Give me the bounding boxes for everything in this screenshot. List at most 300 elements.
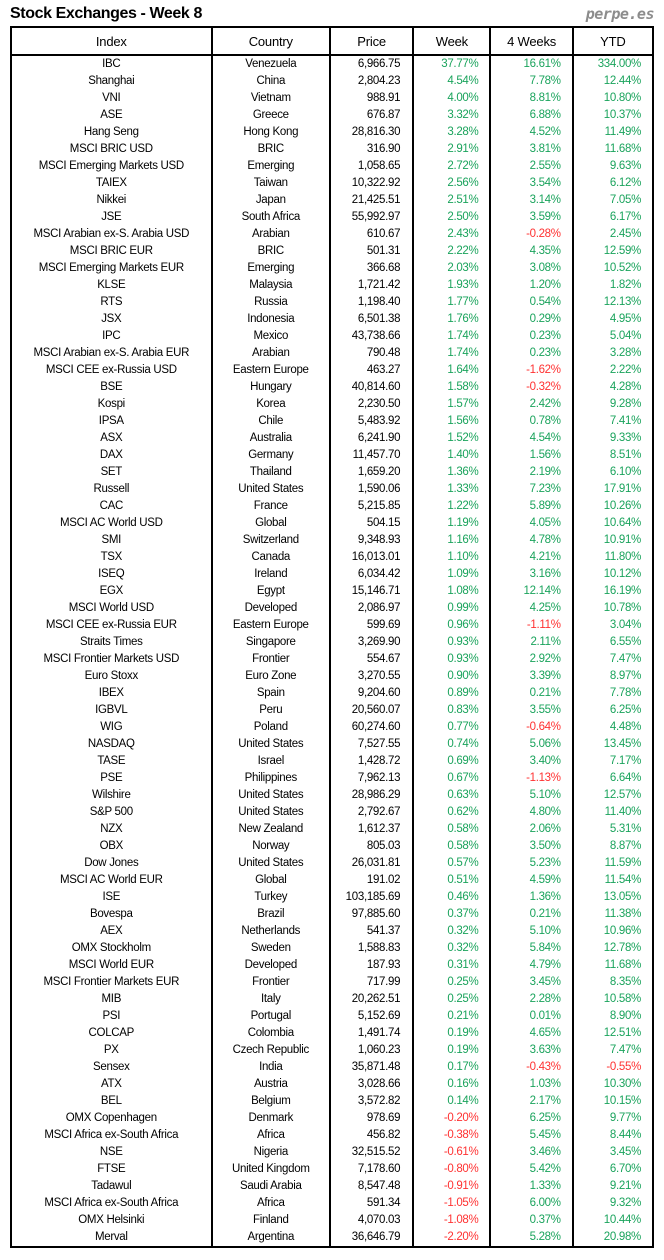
four-weeks-cell: 6.88% — [490, 107, 572, 124]
country-cell: Finland — [212, 1212, 330, 1229]
price-cell: 1,060.23 — [330, 1042, 413, 1059]
price-cell: 6,501.38 — [330, 311, 413, 328]
index-cell: BEL — [11, 1093, 212, 1110]
table-row — [11, 974, 653, 991]
ytd-cell: 6.64% — [573, 770, 653, 787]
index-cell: PX — [11, 1042, 212, 1059]
table-row — [11, 396, 653, 413]
price-cell: 16,013.01 — [330, 549, 413, 566]
week-cell: 1.64% — [413, 362, 490, 379]
ytd-cell: 3.45% — [573, 1144, 653, 1161]
index-cell: IBC — [11, 55, 212, 73]
index-cell: OMX Helsinki — [11, 1212, 212, 1229]
table-row — [11, 1178, 653, 1195]
ytd-cell: 334.00% — [573, 55, 653, 73]
country-cell: Taiwan — [212, 175, 330, 192]
ytd-cell: 8.90% — [573, 1008, 653, 1025]
country-cell: New Zealand — [212, 821, 330, 838]
table-body — [11, 55, 653, 1247]
week-cell: -0.38% — [413, 1127, 490, 1144]
ytd-cell: 7.78% — [573, 685, 653, 702]
week-cell: -2.20% — [413, 1229, 490, 1247]
page-title: Stock Exchanges - Week 8 — [10, 5, 202, 22]
title-bar — [0, 0, 664, 26]
index-cell: IGBVL — [11, 702, 212, 719]
week-cell: 1.93% — [413, 277, 490, 294]
four-weeks-cell: 3.40% — [490, 753, 572, 770]
ytd-cell: 8.97% — [573, 668, 653, 685]
four-weeks-cell: 3.55% — [490, 702, 572, 719]
col-header-ytd: YTD — [573, 27, 653, 55]
four-weeks-cell: 2.17% — [490, 1093, 572, 1110]
price-cell: 35,871.48 — [330, 1059, 413, 1076]
ytd-cell: 11.68% — [573, 141, 653, 158]
country-cell: Denmark — [212, 1110, 330, 1127]
four-weeks-cell: 3.63% — [490, 1042, 572, 1059]
country-cell: United States — [212, 481, 330, 498]
price-cell: 978.69 — [330, 1110, 413, 1127]
week-cell: 0.58% — [413, 838, 490, 855]
four-weeks-cell: 3.54% — [490, 175, 572, 192]
price-cell: 8,547.48 — [330, 1178, 413, 1195]
price-cell: 3,028.66 — [330, 1076, 413, 1093]
country-cell: Czech Republic — [212, 1042, 330, 1059]
ytd-cell: 5.04% — [573, 328, 653, 345]
four-weeks-cell: 4.78% — [490, 532, 572, 549]
index-cell: Tadawul — [11, 1178, 212, 1195]
four-weeks-cell: -0.64% — [490, 719, 572, 736]
week-cell: 2.56% — [413, 175, 490, 192]
ytd-cell: 8.35% — [573, 974, 653, 991]
four-weeks-cell: 7.23% — [490, 481, 572, 498]
ytd-cell: 11.54% — [573, 872, 653, 889]
ytd-cell: 7.17% — [573, 753, 653, 770]
four-weeks-cell: 0.21% — [490, 906, 572, 923]
week-cell: 0.21% — [413, 1008, 490, 1025]
ytd-cell: 7.41% — [573, 413, 653, 430]
week-cell: 1.08% — [413, 583, 490, 600]
week-cell: -1.05% — [413, 1195, 490, 1212]
table-row — [11, 328, 653, 345]
ytd-cell: 6.10% — [573, 464, 653, 481]
table-row — [11, 73, 653, 90]
table-row — [11, 464, 653, 481]
four-weeks-cell: 4.35% — [490, 243, 572, 260]
table-row — [11, 855, 653, 872]
index-cell: Hang Seng — [11, 124, 212, 141]
table-row — [11, 532, 653, 549]
country-cell: Eastern Europe — [212, 362, 330, 379]
ytd-cell: 13.05% — [573, 889, 653, 906]
col-header-price: Price — [330, 27, 413, 55]
country-cell: Norway — [212, 838, 330, 855]
four-weeks-cell: 5.23% — [490, 855, 572, 872]
table-row — [11, 515, 653, 532]
price-cell: 10,322.92 — [330, 175, 413, 192]
week-cell: 0.25% — [413, 974, 490, 991]
country-cell: Africa — [212, 1195, 330, 1212]
four-weeks-cell: 4.79% — [490, 957, 572, 974]
price-cell: 591.34 — [330, 1195, 413, 1212]
country-cell: Arabian — [212, 345, 330, 362]
index-cell: OBX — [11, 838, 212, 855]
week-cell: 1.16% — [413, 532, 490, 549]
country-cell: Frontier — [212, 651, 330, 668]
ytd-cell: 6.25% — [573, 702, 653, 719]
four-weeks-cell: 0.23% — [490, 328, 572, 345]
week-cell: 1.10% — [413, 549, 490, 566]
week-cell: 1.74% — [413, 328, 490, 345]
table-row — [11, 770, 653, 787]
four-weeks-cell: 0.01% — [490, 1008, 572, 1025]
country-cell: India — [212, 1059, 330, 1076]
week-cell: -1.08% — [413, 1212, 490, 1229]
index-cell: Merval — [11, 1229, 212, 1247]
week-cell: 1.74% — [413, 345, 490, 362]
week-cell: 0.99% — [413, 600, 490, 617]
table-row — [11, 107, 653, 124]
index-cell: JSX — [11, 311, 212, 328]
price-cell: 3,572.82 — [330, 1093, 413, 1110]
index-cell: JSE — [11, 209, 212, 226]
four-weeks-cell: 5.89% — [490, 498, 572, 515]
ytd-cell: 2.45% — [573, 226, 653, 243]
four-weeks-cell: 12.14% — [490, 583, 572, 600]
table-row — [11, 141, 653, 158]
price-cell: 3,269.90 — [330, 634, 413, 651]
index-cell: PSI — [11, 1008, 212, 1025]
four-weeks-cell: 1.36% — [490, 889, 572, 906]
table-row — [11, 719, 653, 736]
ytd-cell: -0.55% — [573, 1059, 653, 1076]
price-cell: 1,590.06 — [330, 481, 413, 498]
index-cell: FTSE — [11, 1161, 212, 1178]
index-cell: AEX — [11, 923, 212, 940]
price-cell: 20,262.51 — [330, 991, 413, 1008]
table-row — [11, 226, 653, 243]
four-weeks-cell: 4.05% — [490, 515, 572, 532]
table-row — [11, 192, 653, 209]
week-cell: 1.57% — [413, 396, 490, 413]
price-cell: 11,457.70 — [330, 447, 413, 464]
four-weeks-cell: -1.62% — [490, 362, 572, 379]
four-weeks-cell: 4.59% — [490, 872, 572, 889]
index-cell: MSCI AC World EUR — [11, 872, 212, 889]
week-cell: -0.61% — [413, 1144, 490, 1161]
week-cell: 2.03% — [413, 260, 490, 277]
ytd-cell: 11.40% — [573, 804, 653, 821]
four-weeks-cell: 6.00% — [490, 1195, 572, 1212]
index-cell: OMX Stockholm — [11, 940, 212, 957]
week-cell: 0.93% — [413, 634, 490, 651]
country-cell: Hong Kong — [212, 124, 330, 141]
table-row — [11, 940, 653, 957]
index-cell: IPSA — [11, 413, 212, 430]
col-header-country: Country — [212, 27, 330, 55]
price-cell: 6,241.90 — [330, 430, 413, 447]
country-cell: Philippines — [212, 770, 330, 787]
week-cell: 2.43% — [413, 226, 490, 243]
ytd-cell: 10.96% — [573, 923, 653, 940]
ytd-cell: 8.51% — [573, 447, 653, 464]
index-cell: MSCI AC World USD — [11, 515, 212, 532]
price-cell: 21,425.51 — [330, 192, 413, 209]
index-cell: MSCI BRIC EUR — [11, 243, 212, 260]
week-cell: 0.96% — [413, 617, 490, 634]
ytd-cell: 12.78% — [573, 940, 653, 957]
four-weeks-cell: 4.54% — [490, 430, 572, 447]
index-cell: EGX — [11, 583, 212, 600]
four-weeks-cell: 1.20% — [490, 277, 572, 294]
index-cell: Sensex — [11, 1059, 212, 1076]
country-cell: Arabian — [212, 226, 330, 243]
table-row — [11, 498, 653, 515]
four-weeks-cell: 3.14% — [490, 192, 572, 209]
index-cell: ATX — [11, 1076, 212, 1093]
price-cell: 2,792.67 — [330, 804, 413, 821]
four-weeks-cell: 2.11% — [490, 634, 572, 651]
week-cell: 4.54% — [413, 73, 490, 90]
four-weeks-cell: 2.55% — [490, 158, 572, 175]
index-cell: BSE — [11, 379, 212, 396]
table-header — [11, 27, 653, 55]
week-cell: 0.19% — [413, 1025, 490, 1042]
index-cell: Dow Jones — [11, 855, 212, 872]
ytd-cell: 12.51% — [573, 1025, 653, 1042]
country-cell: Emerging — [212, 158, 330, 175]
week-cell: 0.67% — [413, 770, 490, 787]
table-row — [11, 447, 653, 464]
price-cell: 2,086.97 — [330, 600, 413, 617]
index-cell: MSCI Frontier Markets EUR — [11, 974, 212, 991]
index-cell: OMX Copenhagen — [11, 1110, 212, 1127]
table-row — [11, 1161, 653, 1178]
price-cell: 7,178.60 — [330, 1161, 413, 1178]
week-cell: 3.32% — [413, 107, 490, 124]
country-cell: Korea — [212, 396, 330, 413]
country-cell: Malaysia — [212, 277, 330, 294]
table-row — [11, 277, 653, 294]
ytd-cell: 3.04% — [573, 617, 653, 634]
table-row — [11, 1059, 653, 1076]
week-cell: 0.63% — [413, 787, 490, 804]
index-cell: MSCI CEE ex-Russia USD — [11, 362, 212, 379]
week-cell: 0.32% — [413, 923, 490, 940]
country-cell: Japan — [212, 192, 330, 209]
table-row — [11, 583, 653, 600]
country-cell: Egypt — [212, 583, 330, 600]
ytd-cell: 13.45% — [573, 736, 653, 753]
ytd-cell: 9.21% — [573, 1178, 653, 1195]
table-row — [11, 1008, 653, 1025]
table-row — [11, 617, 653, 634]
country-cell: Vietnam — [212, 90, 330, 107]
price-cell: 366.68 — [330, 260, 413, 277]
ytd-cell: 4.48% — [573, 719, 653, 736]
week-cell: -0.20% — [413, 1110, 490, 1127]
four-weeks-cell: 5.42% — [490, 1161, 572, 1178]
ytd-cell: 10.80% — [573, 90, 653, 107]
price-cell: 26,031.81 — [330, 855, 413, 872]
country-cell: China — [212, 73, 330, 90]
index-cell: MIB — [11, 991, 212, 1008]
four-weeks-cell: 3.59% — [490, 209, 572, 226]
week-cell: 1.40% — [413, 447, 490, 464]
four-weeks-cell: 7.78% — [490, 73, 572, 90]
ytd-cell: 10.52% — [573, 260, 653, 277]
week-cell: 1.56% — [413, 413, 490, 430]
four-weeks-cell: 8.81% — [490, 90, 572, 107]
col-header-index: Index — [11, 27, 212, 55]
table-row — [11, 1144, 653, 1161]
table-row — [11, 991, 653, 1008]
four-weeks-cell: 16.61% — [490, 55, 572, 73]
header-row — [11, 27, 653, 55]
table-row — [11, 872, 653, 889]
week-cell: 1.58% — [413, 379, 490, 396]
ytd-cell: 17.91% — [573, 481, 653, 498]
table-row — [11, 1025, 653, 1042]
country-cell: United States — [212, 787, 330, 804]
week-cell: -0.91% — [413, 1178, 490, 1195]
four-weeks-cell: 3.81% — [490, 141, 572, 158]
country-cell: Indonesia — [212, 311, 330, 328]
table-row — [11, 1212, 653, 1229]
index-cell: Nikkei — [11, 192, 212, 209]
four-weeks-cell: 0.78% — [490, 413, 572, 430]
week-cell: 1.52% — [413, 430, 490, 447]
week-cell: 2.50% — [413, 209, 490, 226]
country-cell: Canada — [212, 549, 330, 566]
price-cell: 9,204.60 — [330, 685, 413, 702]
table-row — [11, 158, 653, 175]
country-cell: Netherlands — [212, 923, 330, 940]
country-cell: Singapore — [212, 634, 330, 651]
table-row — [11, 430, 653, 447]
ytd-cell: 7.47% — [573, 1042, 653, 1059]
four-weeks-cell: 3.39% — [490, 668, 572, 685]
index-cell: Bovespa — [11, 906, 212, 923]
price-cell: 191.02 — [330, 872, 413, 889]
price-cell: 988.91 — [330, 90, 413, 107]
four-weeks-cell: 0.54% — [490, 294, 572, 311]
four-weeks-cell: 3.50% — [490, 838, 572, 855]
country-cell: Global — [212, 515, 330, 532]
table-row — [11, 736, 653, 753]
table-row — [11, 838, 653, 855]
index-cell: Wilshire — [11, 787, 212, 804]
week-cell: 1.33% — [413, 481, 490, 498]
index-cell: COLCAP — [11, 1025, 212, 1042]
table-row — [11, 362, 653, 379]
index-cell: WIG — [11, 719, 212, 736]
four-weeks-cell: 1.03% — [490, 1076, 572, 1093]
country-cell: Euro Zone — [212, 668, 330, 685]
ytd-cell: 10.58% — [573, 991, 653, 1008]
price-cell: 717.99 — [330, 974, 413, 991]
ytd-cell: 7.47% — [573, 651, 653, 668]
four-weeks-cell: 3.08% — [490, 260, 572, 277]
index-cell: ISEQ — [11, 566, 212, 583]
index-cell: RTS — [11, 294, 212, 311]
index-cell: KLSE — [11, 277, 212, 294]
country-cell: Russia — [212, 294, 330, 311]
week-cell: 0.14% — [413, 1093, 490, 1110]
ytd-cell: 11.80% — [573, 549, 653, 566]
table-row — [11, 379, 653, 396]
country-cell: Chile — [212, 413, 330, 430]
price-cell: 60,274.60 — [330, 719, 413, 736]
four-weeks-cell: 4.65% — [490, 1025, 572, 1042]
four-weeks-cell: 5.84% — [490, 940, 572, 957]
price-cell: 40,814.60 — [330, 379, 413, 396]
four-weeks-cell: -0.43% — [490, 1059, 572, 1076]
week-cell: 2.22% — [413, 243, 490, 260]
country-cell: United States — [212, 736, 330, 753]
four-weeks-cell: 1.33% — [490, 1178, 572, 1195]
week-cell: 0.16% — [413, 1076, 490, 1093]
four-weeks-cell: 3.46% — [490, 1144, 572, 1161]
week-cell: 0.90% — [413, 668, 490, 685]
ytd-cell: 6.55% — [573, 634, 653, 651]
ytd-cell: 20.98% — [573, 1229, 653, 1247]
index-cell: ASE — [11, 107, 212, 124]
index-cell: NZX — [11, 821, 212, 838]
ytd-cell: 10.26% — [573, 498, 653, 515]
price-cell: 6,966.75 — [330, 55, 413, 73]
ytd-cell: 6.17% — [573, 209, 653, 226]
country-cell: United Kingdom — [212, 1161, 330, 1178]
price-cell: 456.82 — [330, 1127, 413, 1144]
ytd-cell: 9.28% — [573, 396, 653, 413]
price-cell: 3,270.55 — [330, 668, 413, 685]
table-row — [11, 175, 653, 192]
index-cell: ASX — [11, 430, 212, 447]
ytd-cell: 11.59% — [573, 855, 653, 872]
table-row — [11, 345, 653, 362]
table-row — [11, 294, 653, 311]
country-cell: Sweden — [212, 940, 330, 957]
table-row — [11, 889, 653, 906]
four-weeks-cell: 2.06% — [490, 821, 572, 838]
index-cell: MSCI CEE ex-Russia EUR — [11, 617, 212, 634]
ytd-cell: 10.44% — [573, 1212, 653, 1229]
table-row — [11, 906, 653, 923]
four-weeks-cell: 4.52% — [490, 124, 572, 141]
index-cell: TASE — [11, 753, 212, 770]
four-weeks-cell: 5.10% — [490, 787, 572, 804]
country-cell: Nigeria — [212, 1144, 330, 1161]
col-header-4weeks: 4 Weeks — [490, 27, 572, 55]
price-cell: 790.48 — [330, 345, 413, 362]
price-cell: 32,515.52 — [330, 1144, 413, 1161]
country-cell: Belgium — [212, 1093, 330, 1110]
country-cell: BRIC — [212, 243, 330, 260]
country-cell: South Africa — [212, 209, 330, 226]
four-weeks-cell: -0.32% — [490, 379, 572, 396]
country-cell: Australia — [212, 430, 330, 447]
country-cell: Spain — [212, 685, 330, 702]
price-cell: 5,152.69 — [330, 1008, 413, 1025]
index-cell: Shanghai — [11, 73, 212, 90]
country-cell: Eastern Europe — [212, 617, 330, 634]
country-cell: Argentina — [212, 1229, 330, 1247]
country-cell: Poland — [212, 719, 330, 736]
country-cell: Venezuela — [212, 55, 330, 73]
ytd-cell: 6.70% — [573, 1161, 653, 1178]
price-cell: 4,070.03 — [330, 1212, 413, 1229]
price-cell: 9,348.93 — [330, 532, 413, 549]
